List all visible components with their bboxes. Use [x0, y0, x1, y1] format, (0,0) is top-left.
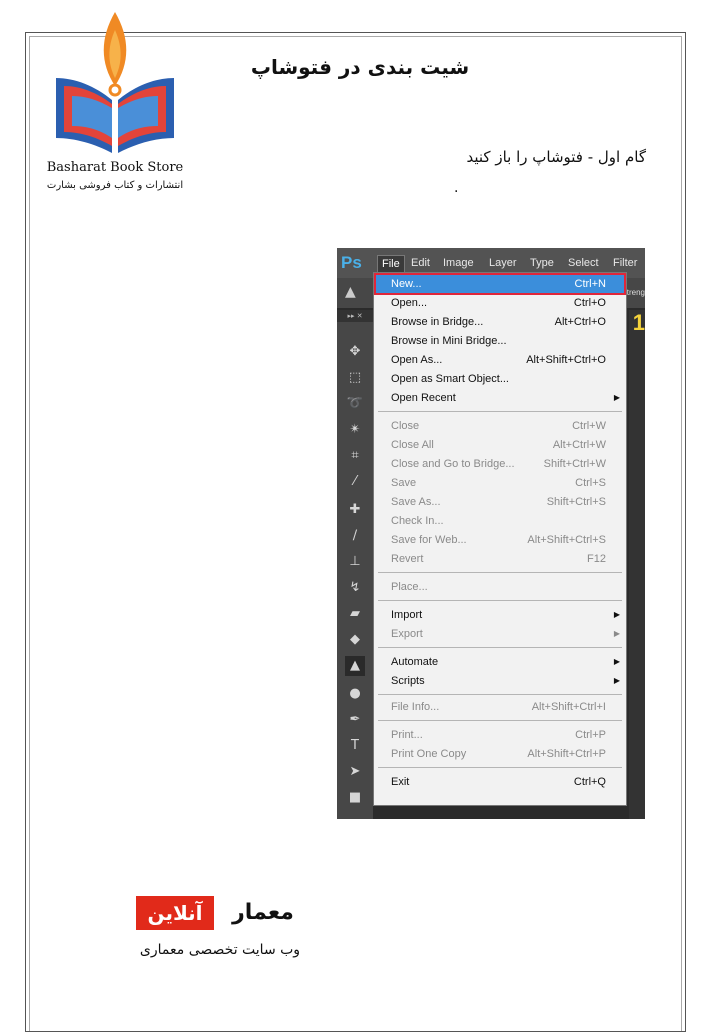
menu-item-label: Print... — [391, 729, 423, 741]
menu-item-label: Print One Copy — [391, 748, 467, 760]
menu-item-open[interactable] — [374, 294, 626, 312]
rectangle-icon[interactable]: ■ — [348, 790, 362, 805]
ps-menu-image[interactable]: Image — [443, 257, 474, 269]
menu-item-label: Save — [391, 477, 417, 489]
pen-icon[interactable]: ✒ — [349, 712, 361, 727]
blur-icon[interactable]: ▲ — [345, 656, 365, 676]
crop-icon[interactable]: ⌗ — [351, 448, 359, 463]
menu-item-label: Import — [391, 609, 423, 621]
brand-black-text: معمار — [232, 900, 294, 925]
brush-icon[interactable]: ∕ — [352, 528, 358, 543]
menu-item-place[interactable] — [374, 578, 626, 596]
highlight-box — [374, 273, 626, 295]
magic-wand-icon[interactable]: ✴ — [349, 422, 361, 437]
type-icon[interactable]: T — [351, 738, 359, 753]
menu-item-label: Check In... — [391, 515, 444, 527]
logo-english-name: Basharat Book Store — [46, 160, 184, 175]
menu-item-file-info[interactable] — [374, 698, 626, 716]
step-one-text: گام اول - فتوشاپ را باز کنید — [466, 148, 646, 166]
menu-item-print-one-copy[interactable] — [374, 745, 626, 763]
brand-red-text: آنلاین — [136, 896, 214, 930]
menu-separator — [378, 694, 622, 695]
menu-item-close-go-bridge[interactable] — [374, 455, 626, 473]
menu-item-label: Open As... — [391, 354, 443, 366]
stamp-icon[interactable]: ⊥ — [349, 554, 361, 569]
submenu-arrow-icon: ▶ — [613, 610, 620, 619]
menu-item-shortcut: Shift+Ctrl+W — [543, 458, 606, 470]
photoshop-screenshot — [337, 248, 645, 819]
menu-item-label: File Info... — [391, 701, 440, 713]
basharat-logo — [40, 8, 190, 198]
ps-menu-select[interactable]: Select — [568, 257, 599, 269]
menu-item-shortcut: Alt+Shift+Ctrl+I — [531, 701, 606, 713]
menu-item-close[interactable] — [374, 417, 626, 435]
menu-item-label: Browse in Bridge... — [391, 316, 484, 328]
menu-item-shortcut: Ctrl+P — [575, 729, 606, 741]
menu-item-shortcut: Ctrl+N — [574, 278, 606, 290]
menu-item-label: Close All — [391, 439, 434, 451]
menu-item-shortcut: Ctrl+O — [573, 297, 606, 309]
menu-item-label: Browse in Mini Bridge... — [391, 335, 507, 347]
menu-separator — [378, 600, 622, 601]
menu-item-shortcut: Alt+Shift+Ctrl+P — [527, 748, 606, 760]
menu-item-shortcut: Ctrl+Q — [573, 776, 606, 788]
page-title: شیت بندی در فتوشاپ — [250, 55, 470, 79]
menu-item-scripts[interactable] — [374, 672, 626, 690]
menu-item-label: Exit — [391, 776, 410, 788]
book-pen-logo-icon — [50, 8, 180, 158]
logo-persian-name: انتشارات و کتاب فروشی بشارت — [46, 180, 184, 191]
menu-item-export[interactable] — [374, 625, 626, 643]
menu-item-shortcut: Ctrl+W — [572, 420, 606, 432]
menu-item-label: Open... — [391, 297, 428, 309]
menu-item-shortcut: Alt+Shift+Ctrl+S — [527, 534, 606, 546]
ps-file-menu — [373, 272, 627, 806]
menu-item-browse-bridge[interactable] — [374, 313, 626, 331]
ps-menu-file[interactable]: File — [377, 255, 405, 273]
menu-item-open-recent[interactable] — [374, 389, 626, 407]
ps-menu-edit[interactable]: Edit — [411, 257, 430, 269]
submenu-arrow-icon: ▶ — [613, 676, 620, 685]
move-icon[interactable]: ✥ — [349, 344, 361, 359]
menu-item-automate[interactable] — [374, 653, 626, 671]
menu-item-label: Place... — [391, 581, 428, 593]
menu-item-open-as[interactable] — [374, 351, 626, 369]
memar-online-logo — [130, 892, 320, 972]
menu-separator — [378, 767, 622, 768]
paint-bucket-icon[interactable]: ◆ — [350, 632, 360, 647]
menu-item-label: Close — [391, 420, 420, 432]
ps-options-text: treng — [626, 288, 645, 297]
menu-item-label: New... — [391, 278, 422, 290]
step-one-dot: . — [454, 180, 459, 196]
brand-tagline: وب سایت تخصصی معماری — [139, 942, 301, 958]
menu-item-label: Close and Go to Bridge... — [391, 458, 515, 470]
menu-separator — [378, 647, 622, 648]
dodge-icon[interactable]: ● — [349, 686, 361, 701]
ps-tool-preset-icon[interactable]: ▲ — [345, 284, 356, 300]
menu-item-revert[interactable] — [374, 550, 626, 568]
menu-separator — [378, 411, 622, 412]
menu-item-shortcut: Ctrl+S — [575, 477, 606, 489]
menu-item-browse-mini-bridge[interactable] — [374, 332, 626, 350]
ps-toolbar-header: ▸▸ ✕ — [337, 310, 373, 322]
menu-item-shortcut: Alt+Ctrl+W — [552, 439, 606, 451]
menu-item-shortcut: Shift+Ctrl+S — [546, 496, 606, 508]
eraser-icon[interactable]: ▰ — [350, 606, 360, 621]
history-brush-icon[interactable]: ↯ — [349, 580, 361, 595]
menu-item-label: Export — [391, 628, 423, 640]
lasso-icon[interactable]: ➰ — [346, 396, 364, 411]
marquee-icon[interactable]: ⬚ — [348, 370, 362, 385]
menu-item-shortcut: Alt+Shift+Ctrl+O — [526, 354, 606, 366]
healing-brush-icon[interactable]: ✚ — [349, 502, 361, 517]
menu-item-save-as[interactable] — [374, 493, 626, 511]
ps-canvas-number: 1 — [632, 310, 645, 335]
submenu-arrow-icon: ▶ — [613, 393, 620, 402]
menu-item-print[interactable] — [374, 726, 626, 744]
eyedropper-icon[interactable]: ⁄ — [353, 474, 357, 489]
ps-toolbar — [337, 310, 373, 819]
menu-item-import[interactable] — [374, 606, 626, 624]
menu-item-label: Save for Web... — [391, 534, 467, 546]
menu-separator — [378, 720, 622, 721]
menu-item-label: Automate — [391, 656, 439, 668]
menu-item-close-all[interactable] — [374, 436, 626, 454]
menu-item-shortcut: Alt+Ctrl+O — [554, 316, 606, 328]
submenu-arrow-icon: ▶ — [613, 657, 620, 666]
path-selection-icon[interactable]: ➤ — [349, 764, 361, 779]
menu-item-label: Revert — [391, 553, 424, 565]
submenu-arrow-icon: ▶ — [613, 629, 620, 638]
menu-item-exit[interactable] — [374, 773, 626, 791]
menu-item-label: Save As... — [391, 496, 441, 508]
menu-item-label: Scripts — [391, 675, 425, 687]
ps-logo: Ps — [341, 253, 362, 272]
ps-menu-type[interactable]: Type — [530, 257, 554, 269]
ps-canvas-area — [629, 310, 645, 819]
ps-menu-layer[interactable]: Layer — [489, 257, 517, 269]
menu-item-label: Open as Smart Object... — [391, 373, 509, 385]
menu-item-save-web[interactable] — [374, 531, 626, 549]
menu-item-shortcut: F12 — [587, 553, 606, 565]
menu-item-label: Open Recent — [391, 392, 456, 404]
menu-item-open-smart-object[interactable] — [374, 370, 626, 388]
menu-item-save[interactable] — [374, 474, 626, 492]
menu-item-check-in[interactable] — [374, 512, 626, 530]
menu-separator — [378, 572, 622, 573]
ps-menu-filter[interactable]: Filter — [613, 257, 638, 269]
